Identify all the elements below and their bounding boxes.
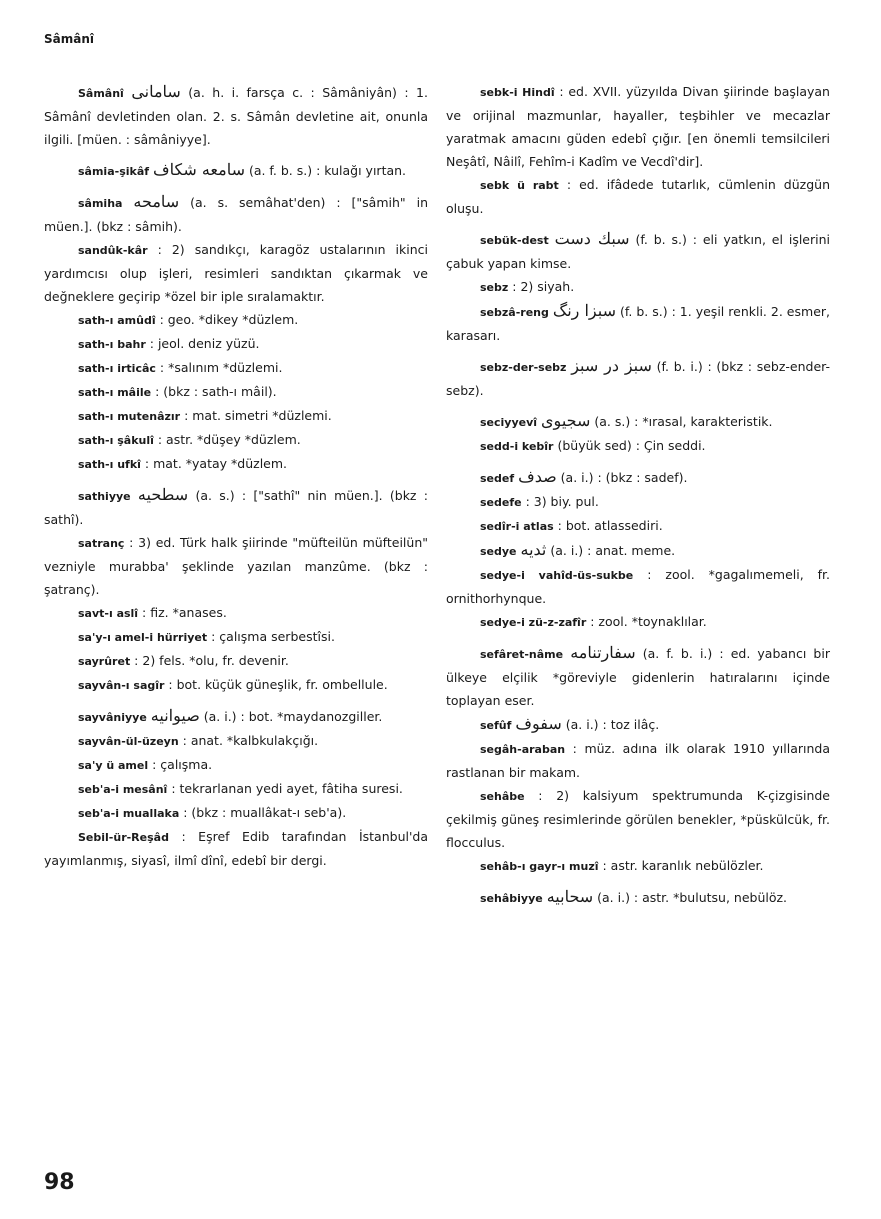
entry-definition: : (bkz : muallâkat-ı seb'a). bbox=[179, 805, 347, 820]
dictionary-entry bbox=[446, 465, 830, 490]
entry-headword: sedef bbox=[480, 472, 515, 485]
entry-definition: (a. i.) : (bkz : sadef). bbox=[556, 470, 688, 485]
entry-definition: (a. s.) : *ırasal, karakteristik. bbox=[590, 414, 773, 429]
entry-definition: : çalışma serbestîsi. bbox=[207, 629, 335, 644]
entry-definition: : mat. simetri *düzlemi. bbox=[180, 408, 332, 423]
dictionary-entry bbox=[446, 409, 830, 434]
entry-headword: sebz bbox=[480, 281, 509, 294]
entry-definition: : astr. karanlık nebülözler. bbox=[598, 858, 764, 873]
entry-definition: (a. s.) : ["sathî" nin müen.]. (bkz : sathî). bbox=[44, 488, 428, 527]
dictionary-entry bbox=[446, 80, 830, 173]
entry-definition: (f. b. i.) : (bkz : sebz-ender-sebz). bbox=[446, 359, 830, 398]
entry-headword: segâh-araban bbox=[480, 743, 566, 756]
dictionary-entry bbox=[446, 784, 830, 854]
entry-definition: (a. i.) : anat. meme. bbox=[546, 543, 676, 558]
entry-headword: sedye-i zü-z-zafîr bbox=[480, 616, 587, 629]
entry-definition: : müz. adına ilk olarak 1910 yıllarında rastlanan bir makam. bbox=[446, 741, 830, 780]
right-column bbox=[446, 80, 830, 910]
entry-headword: sa'y ü amel bbox=[78, 759, 149, 772]
dictionary-entry bbox=[44, 190, 428, 238]
dictionary-entry bbox=[44, 483, 428, 531]
entry-arabic-script: سحابيه bbox=[546, 887, 594, 906]
entry-headword: sebük-dest bbox=[480, 234, 549, 247]
entry-definition: : bot. atlassediri. bbox=[553, 518, 663, 533]
entry-headword: sebk-i Hindî bbox=[480, 86, 555, 99]
dictionary-entry bbox=[446, 227, 830, 275]
dictionary-entry bbox=[44, 649, 428, 673]
entry-headword: sandûk-kâr bbox=[78, 244, 148, 257]
entry-definition: (a. h. i. farsça c. : Sâmâniyân) : 1. Sâmânî devletinden olan. 2. s. Sâmân devletine ait, onunla ilgili. [müen. : sâmâniyye]. bbox=[44, 85, 428, 147]
entry-arabic-script: سفارتنامه bbox=[570, 643, 636, 662]
entry-headword: sebk ü rabt bbox=[480, 179, 559, 192]
entry-definition: : mat. *yatay *düzlem. bbox=[140, 456, 288, 471]
dictionary-entry bbox=[44, 80, 428, 151]
entry-definition: (a. s. semâhat'den) : ["sâmih" in müen.]. (bkz : sâmih). bbox=[44, 195, 428, 234]
dictionary-entry bbox=[446, 173, 830, 220]
dictionary-entry bbox=[446, 854, 830, 878]
entry-headword: sa'y-ı amel-i hürriyet bbox=[78, 631, 208, 644]
dictionary-entry bbox=[44, 531, 428, 601]
dictionary-entry bbox=[44, 452, 428, 476]
dictionary-entry bbox=[44, 601, 428, 625]
entry-definition: : (bkz : sath-ı mâil). bbox=[151, 384, 277, 399]
entry-headword: sath-ı bahr bbox=[78, 338, 146, 351]
entry-headword: sedye bbox=[480, 545, 517, 558]
dictionary-entry bbox=[446, 490, 830, 514]
entry-arabic-script: سامعه شكاف bbox=[153, 160, 245, 179]
entry-definition: : Eşref Edib tarafından İstanbul'da yayımlanmış, siyasî, ilmî dînî, edebî bir dergi. bbox=[44, 829, 428, 868]
entry-definition: : ed. ifâdede tutarlık, cümlenin düzgün oluşu. bbox=[446, 177, 830, 216]
entry-headword: seb'a-i muallaka bbox=[78, 807, 180, 820]
entry-definition: (f. b. s.) : 1. yeşil renkli. 2. esmer, karasarı. bbox=[446, 304, 830, 343]
entry-definition: (büyük sed) : Çin seddi. bbox=[553, 438, 706, 453]
entry-headword: sedd-i kebîr bbox=[480, 440, 554, 453]
dictionary-entry bbox=[446, 434, 830, 458]
page-header: Sâmânî bbox=[44, 32, 94, 46]
dictionary-entry bbox=[446, 275, 830, 299]
dictionary-entry bbox=[446, 354, 830, 402]
entry-definition: (a. f. b. s.) : kulağı yırtan. bbox=[244, 163, 407, 178]
entry-definition: : tekrarlanan yedi ayet, fâtiha suresi. bbox=[167, 781, 403, 796]
entry-definition: : fiz. *anases. bbox=[138, 605, 227, 620]
entry-arabic-script: صدف bbox=[518, 467, 557, 486]
entry-definition: (a. f. b. i.) : ed. yabancı bir ülkeye elçilik *göreviyle gidenlerin hatıralarını içinde toplayan eser. bbox=[446, 646, 830, 708]
dictionary-entry bbox=[44, 158, 428, 183]
dictionary-entry bbox=[446, 563, 830, 610]
entry-definition: : jeol. deniz yüzü. bbox=[145, 336, 260, 351]
entry-headword: sath-ı amûdî bbox=[78, 314, 156, 327]
entry-arabic-script: ثديه bbox=[520, 540, 547, 559]
entry-definition: : geo. *dikey *düzlem. bbox=[155, 312, 299, 327]
entry-definition: : *salınım *düzlemi. bbox=[155, 360, 283, 375]
dictionary-entry bbox=[44, 380, 428, 404]
dictionary-entry bbox=[44, 238, 428, 308]
dictionary-entry bbox=[446, 737, 830, 784]
dictionary-entry bbox=[44, 625, 428, 649]
entry-headword: sâmiha bbox=[78, 197, 123, 210]
entry-definition: : çalışma. bbox=[148, 757, 213, 772]
dictionary-entry bbox=[44, 801, 428, 825]
entry-headword: sedye-i vahîd-üs-sukbe bbox=[480, 569, 634, 582]
dictionary-entry bbox=[446, 538, 830, 563]
entry-definition: : 3) ed. Türk halk şiirinde "müfteilün müfteilün" vezniyle murabba' şeklinde yazılan manzûme. (bkz : şatranç). bbox=[44, 535, 428, 597]
entry-headword: sath-ı irticâc bbox=[78, 362, 156, 375]
dictionary-entry bbox=[44, 356, 428, 380]
dictionary-entry bbox=[44, 404, 428, 428]
entry-headword: sath-ı ufkî bbox=[78, 458, 141, 471]
dictionary-entry bbox=[44, 308, 428, 332]
entry-headword: sehâbe bbox=[480, 790, 525, 803]
entry-headword: sefûf bbox=[480, 719, 512, 732]
entry-arabic-script: سطحيه bbox=[137, 485, 189, 504]
dictionary-entry bbox=[44, 777, 428, 801]
entry-definition: : 2) sandıkçı, karagöz ustalarının ikinci yardımcısı olup işleri, resimleri sandıktan çıkarmak ve değneklere geçirip *özel bir iple sıralamaktır. bbox=[44, 242, 428, 304]
entry-headword: sehâb-ı gayr-ı muzî bbox=[480, 860, 599, 873]
entry-headword: sathiyye bbox=[78, 490, 131, 503]
page-number: 98 bbox=[44, 1170, 75, 1195]
entry-definition: : ed. XVII. yüzyılda Divan şiirinde başlayan ve orijinal mazmunlar, hayaller, teşbihler ve mecazlar yaratmak amacını güden edebî çığır. [en önemli temsilcileri Neşâtî, Nâilî, Fehîm-i Kadîm ve Vecdî'dir]. bbox=[446, 84, 830, 169]
dictionary-entry bbox=[44, 753, 428, 777]
entry-headword: sayvân-ı sagîr bbox=[78, 679, 165, 692]
dictionary-entry bbox=[44, 729, 428, 753]
entry-headword: savt-ı aslî bbox=[78, 607, 139, 620]
entry-arabic-script: سبزا رنگ bbox=[552, 301, 616, 320]
entry-definition: : anat. *kalbkulakçığı. bbox=[178, 733, 319, 748]
entry-definition: : 2) fels. *olu, fr. devenir. bbox=[130, 653, 289, 668]
entry-definition: : 2) kalsiyum spektrumunda K-çizgisinde çekilmiş güneş resimlerinde görülen benekler, *püskülcük, fr. flocculus. bbox=[446, 788, 830, 850]
entry-headword: satranç bbox=[78, 537, 125, 550]
entry-arabic-script: سبك دست bbox=[554, 229, 630, 248]
dictionary-entry bbox=[446, 885, 830, 910]
entry-definition: : zool. *gagalımemeli, fr. ornithorhynque. bbox=[446, 567, 830, 606]
entry-headword: sâmia-şikâf bbox=[78, 165, 150, 178]
entry-definition: (f. b. s.) : eli yatkın, el işlerini çabuk yapan kimse. bbox=[446, 232, 831, 271]
entry-headword: sayvân-ül-üzeyn bbox=[78, 735, 179, 748]
entry-headword: sedefe bbox=[480, 496, 522, 509]
dictionary-entry bbox=[446, 610, 830, 634]
entry-definition: : 3) biy. pul. bbox=[521, 494, 599, 509]
entry-headword: seciyyevî bbox=[480, 416, 538, 429]
entry-arabic-script: سبز در سبز bbox=[571, 356, 652, 375]
entry-headword: Sebil-ür-Reşâd bbox=[78, 831, 169, 844]
entry-definition: : astr. *düşey *düzlem. bbox=[153, 432, 301, 447]
dictionary-entry bbox=[446, 641, 830, 712]
entry-headword: seb'a-i mesânî bbox=[78, 783, 168, 796]
entry-headword: sebzâ-reng bbox=[480, 306, 549, 319]
entry-definition: (a. i.) : toz ilâç. bbox=[561, 717, 660, 732]
entry-arabic-script: سفوف bbox=[515, 714, 562, 733]
entry-headword: sebz-der-sebz bbox=[480, 361, 567, 374]
entry-headword: sefâret-nâme bbox=[480, 648, 564, 661]
entry-headword: sayvâniyye bbox=[78, 711, 147, 724]
dictionary-entry bbox=[446, 712, 830, 737]
entry-headword: sehâbiyye bbox=[480, 892, 543, 905]
dictionary-entry bbox=[44, 704, 428, 729]
entry-definition: : bot. küçük güneşlik, fr. ombellule. bbox=[164, 677, 388, 692]
entry-headword: sath-ı mutenâzır bbox=[78, 410, 181, 423]
entry-headword: sath-ı mâile bbox=[78, 386, 152, 399]
entry-headword: Sâmânî bbox=[78, 87, 124, 100]
dictionary-entry bbox=[446, 514, 830, 538]
dictionary-entry bbox=[44, 428, 428, 452]
dictionary-entry bbox=[446, 299, 830, 347]
entry-definition: : zool. *toynaklılar. bbox=[586, 614, 707, 629]
dictionary-entry bbox=[44, 332, 428, 356]
entry-headword: sayrûret bbox=[78, 655, 131, 668]
entry-definition: (a. i.) : bot. *maydanozgiller. bbox=[199, 709, 383, 724]
dictionary-entry bbox=[44, 673, 428, 697]
entry-arabic-script: سجيوى bbox=[541, 411, 591, 430]
entry-definition: : 2) siyah. bbox=[508, 279, 575, 294]
entry-arabic-script: سامحه bbox=[133, 192, 180, 211]
entry-headword: sedîr-i atlas bbox=[480, 520, 554, 533]
entry-definition: (a. i.) : astr. *bulutsu, nebülöz. bbox=[593, 890, 788, 905]
entry-arabic-script: سامانى bbox=[131, 82, 181, 101]
entry-headword: sath-ı şâkulî bbox=[78, 434, 154, 447]
entry-arabic-script: صيوانيه bbox=[150, 706, 200, 725]
dictionary-entry bbox=[44, 825, 428, 872]
left-column bbox=[44, 80, 428, 872]
